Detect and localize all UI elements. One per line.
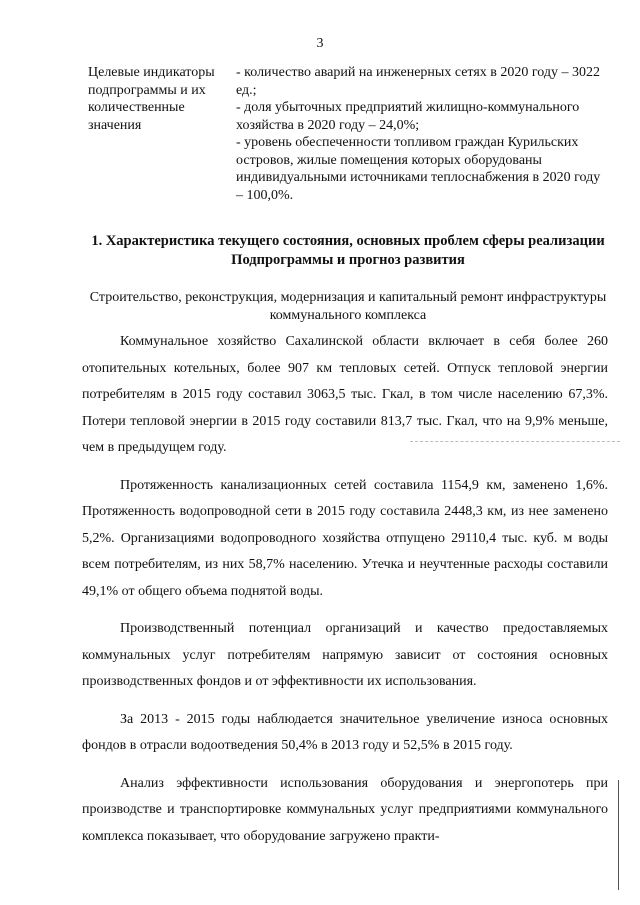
indicators-values xyxy=(236,64,608,204)
paragraph-efficiency-analysis: Анализ эффективности использования оборудования и энергопотерь при производстве и транспортировке коммунальных услуг предприятиями коммунального комплекса показывает, что оборудование загружено практи- xyxy=(82,775,608,844)
paragraph-water-sewer: Протяженность канализационных сетей составила 1154,9 км, заменено 1,6%. Протяженность водопроводной сети в 2015 году составила 2448,3 км, из нее заменено 5,2%. Организациями водопроводного хозяйства отпущено 29110,4 тыс. куб. м воды всем потребителям, из них 58,7% населению. Утечка и неучтенные расходы составили 49,1% от общего объема поднятой воды. xyxy=(82,477,608,599)
scan-margin-line xyxy=(618,780,619,890)
indicator-item-accidents: - количество аварий на инженерных сетях в 2020 году – 3022 ед.; xyxy=(236,65,601,98)
indicator-item-unprofitable: - доля убыточных предприятий жилищно-коммунального хозяйства в 2020 году – 24,0%; xyxy=(236,100,580,133)
scan-artifact-line xyxy=(410,441,620,442)
indicators-label: Целевые индикаторы подпрограммы и их количественные значения xyxy=(88,65,215,133)
body-text xyxy=(82,329,608,850)
indicator-item-fuel-supply: - уровень обеспеченности топливом граждан Курильских островов, жилые помещения которых оборудованы индивидуальными источниками теплоснабжения в 2020 году – 100,0%. xyxy=(236,135,601,203)
indicators-block xyxy=(88,64,608,204)
section-title: 1. Характеристика текущего состояния, основных проблем сферы реализации Подпрограммы и прогноз развития xyxy=(91,233,605,268)
paragraph-heating: Коммунальное хозяйство Сахалинской области включает в себя более 260 отопительных котельных, более 907 км тепловых сетей. Отпуск тепловой энергии потребителям в 2015 году составил 3063,5 тыс. Гкал, в том числе населению 67,3%. Потери тепловой энергии в 2015 году составили 813,7 тыс. Гкал, что на 9,9% меньше, чем в предыдущем году. xyxy=(82,334,608,455)
page-number: 3 xyxy=(316,36,324,51)
subsection-title: Строительство, реконструкция, модернизация и капитальный ремонт инфраструктуры коммунального комплекса xyxy=(89,290,607,323)
paragraph-depreciation: За 2013 - 2015 годы наблюдается значительное увеличение износа основных фондов в отрасли водоотведения 50,4% в 2013 году и 52,5% в 2015 году. xyxy=(82,711,608,753)
paragraph-production-potential: Производственный потенциал организаций и качество предоставляемых коммунальных услуг потребителям напрямую зависит от состояния основных производственных фондов и от эффективности их использования. xyxy=(82,621,608,689)
